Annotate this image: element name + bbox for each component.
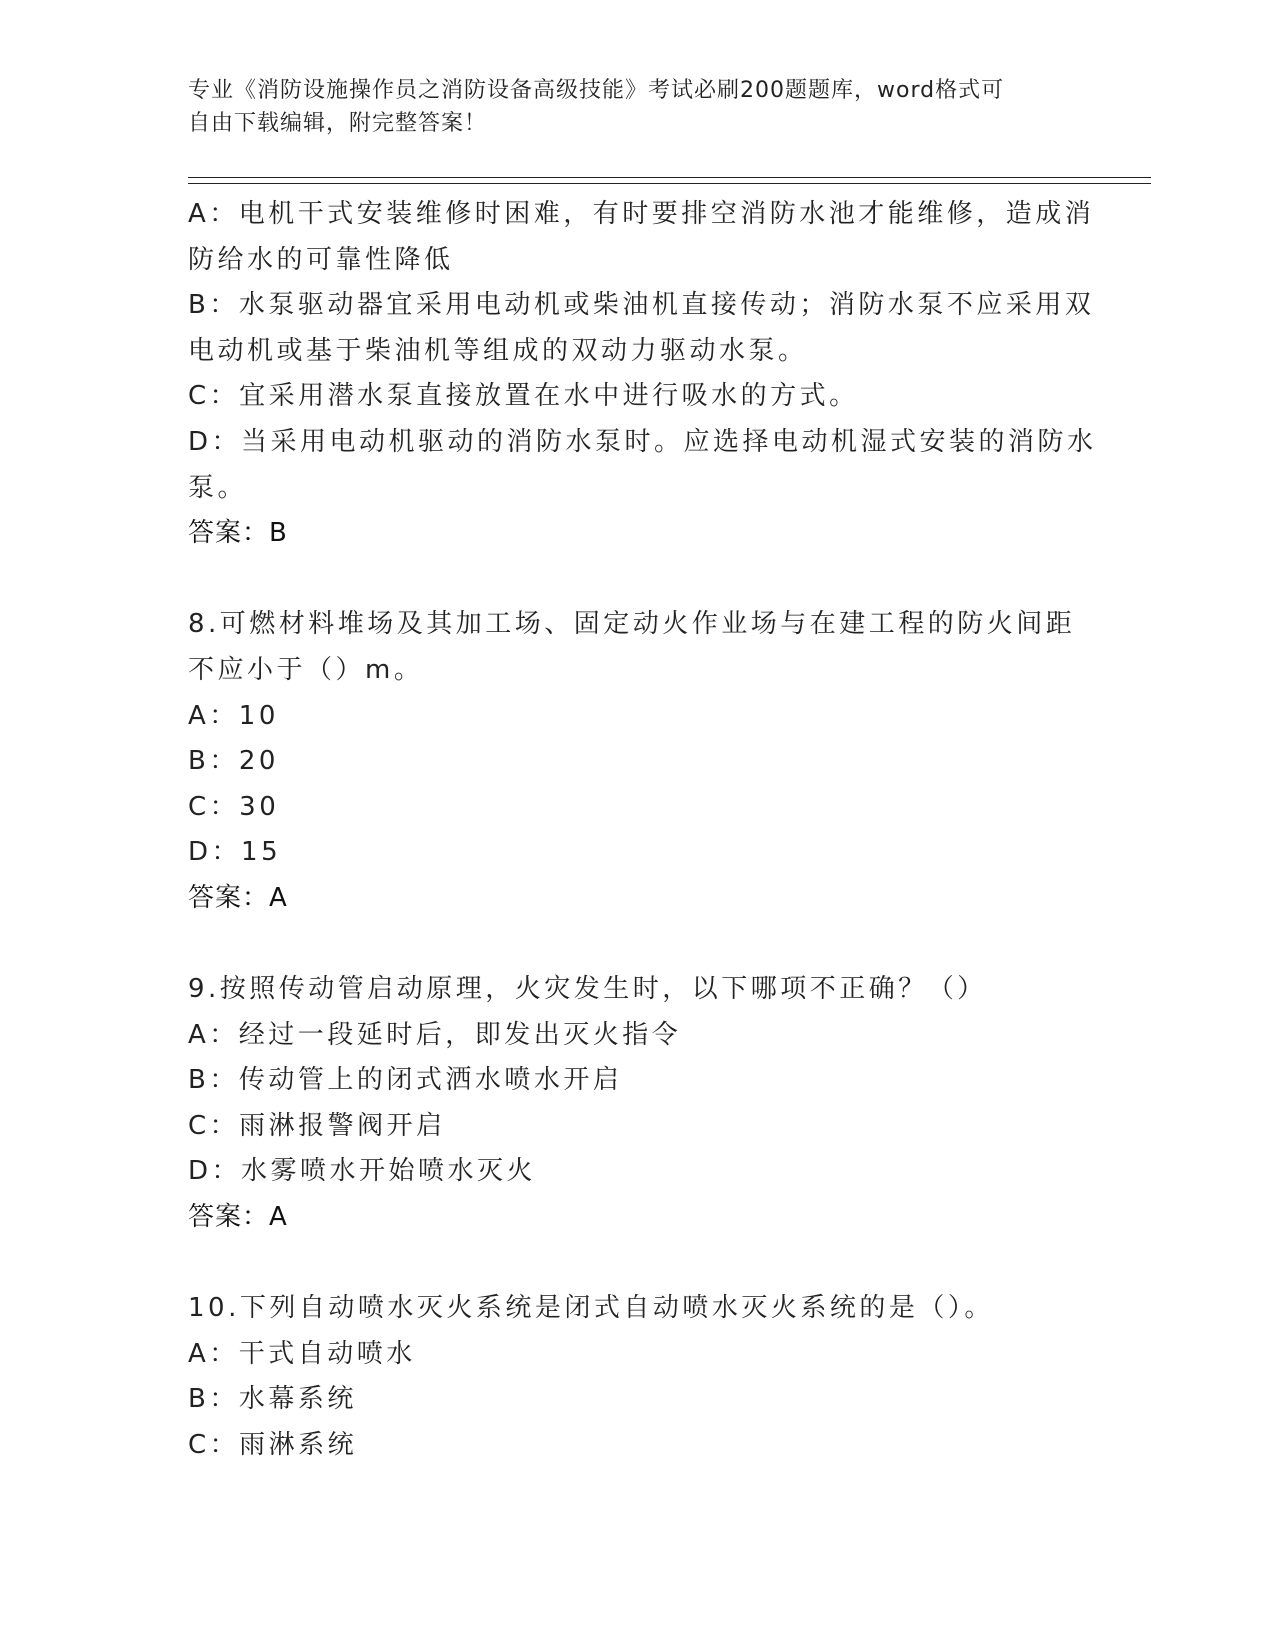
answer: 答案：A bbox=[188, 882, 288, 913]
question-stem: 10.下列自动喷水灭火系统是闭式自动喷水灭火系统的是（）。 bbox=[188, 1293, 994, 1324]
option-a: A：干式自动喷水 bbox=[188, 1338, 416, 1369]
option-b: B：水幕系统 bbox=[188, 1384, 357, 1415]
option-a: A：经过一段延时后，即发出灭火指令 bbox=[188, 1019, 682, 1050]
option-d: D：15 bbox=[188, 837, 282, 868]
question-stem: 9.按照传动管启动原理，火灾发生时，以下哪项不正确？（） bbox=[188, 974, 987, 1005]
option-d-line-1: D：当采用电动机驱动的消防水泵时。应选择电动机湿式安装的消防水 bbox=[188, 426, 1097, 457]
header-line-2: 自由下载编辑，附完整答案！ bbox=[188, 111, 488, 136]
header-divider-bottom bbox=[188, 183, 1151, 184]
question-8 bbox=[188, 602, 1088, 921]
header-divider-top bbox=[188, 177, 1151, 178]
document-header bbox=[188, 74, 1088, 140]
option-d-line-2: 泵。 bbox=[188, 472, 248, 503]
question-7 bbox=[188, 192, 1097, 557]
option-b-line-1: B：水泵驱动器宜采用电动机或柴油机直接传动；消防水泵不应采用双 bbox=[188, 290, 1095, 321]
question-spacer bbox=[188, 557, 1088, 603]
question-10 bbox=[188, 1286, 1088, 1468]
option-c: C：雨淋系统 bbox=[188, 1430, 358, 1461]
option-b-line-2: 电动机或基于柴油机等组成的双动力驱动水泵。 bbox=[188, 335, 808, 366]
header-line-1: 专业《消防设施操作员之消防设备高级技能》考试必刷200题题库，word格式可 bbox=[188, 78, 1005, 103]
question-stem-line-1: 8.可燃材料堆场及其加工场、固定动火作业场与在建工程的防火间距 bbox=[188, 609, 1076, 640]
answer: 答案：A bbox=[188, 1202, 288, 1233]
question-9 bbox=[188, 967, 1088, 1241]
question-spacer bbox=[188, 922, 1088, 968]
option-a-line-1: A：电机干式安装维修时困难，有时要排空消防水池才能维修，造成消 bbox=[188, 199, 1095, 229]
answer: 答案：B bbox=[188, 518, 288, 549]
option-b: B：传动管上的闭式洒水喷水开启 bbox=[188, 1065, 623, 1096]
option-a-line-2: 防给水的可靠性降低 bbox=[188, 244, 454, 275]
option-d: D：水雾喷水开始喷水灭火 bbox=[188, 1156, 537, 1187]
option-c: C：雨淋报警阀开启 bbox=[188, 1110, 446, 1141]
option-c: C：宜采用潜水泵直接放置在水中进行吸水的方式。 bbox=[188, 381, 859, 412]
option-c: C：30 bbox=[188, 791, 280, 822]
question-stem-line-2: 不应小于（）m。 bbox=[188, 654, 424, 685]
option-a: A：10 bbox=[188, 700, 279, 731]
question-spacer bbox=[188, 1241, 1088, 1287]
option-b: B：20 bbox=[188, 746, 279, 777]
question-list bbox=[188, 192, 1097, 1469]
